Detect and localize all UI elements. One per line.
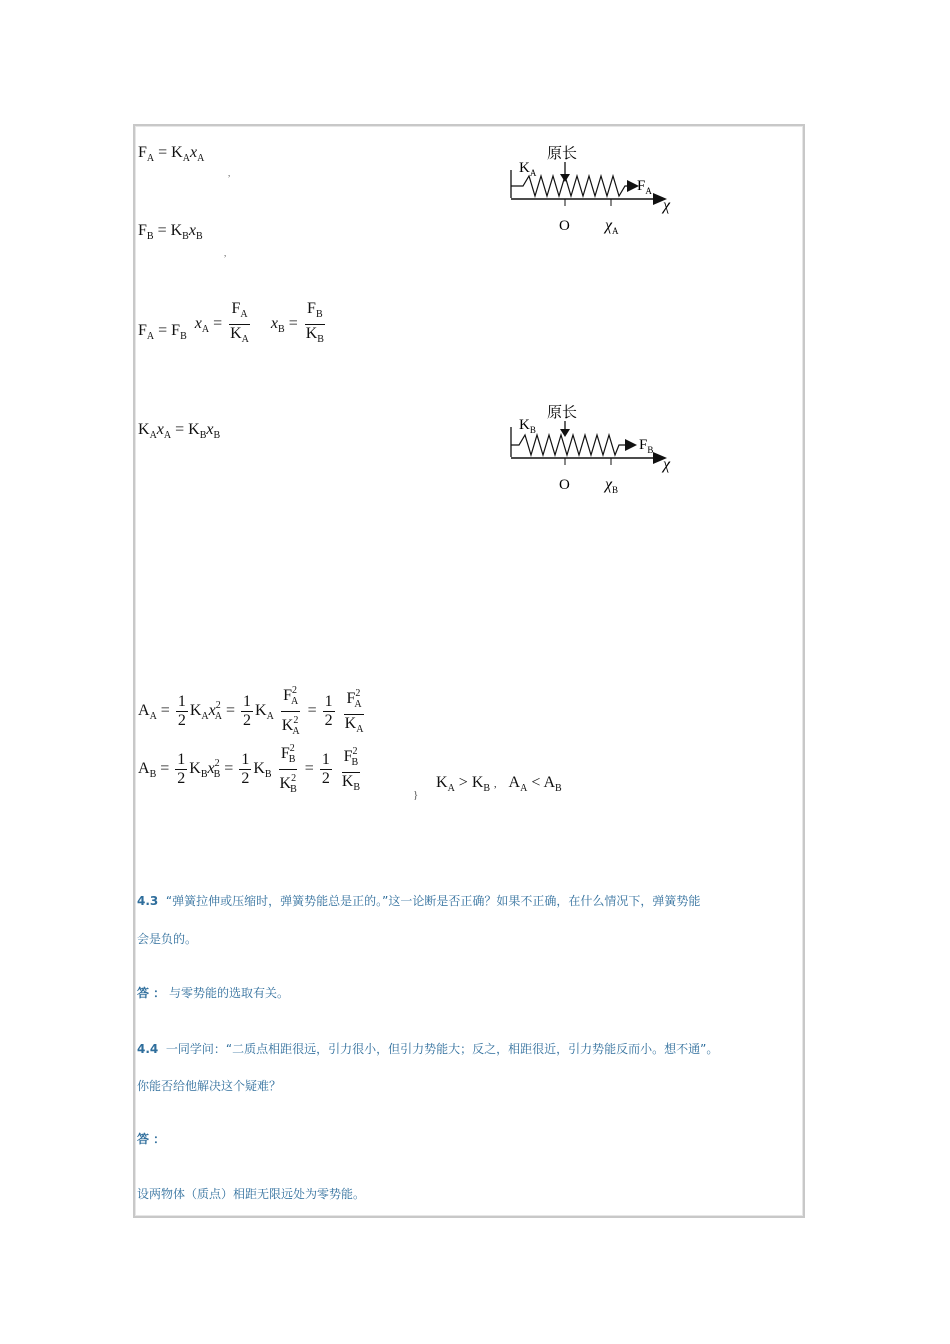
spring-coil: [511, 176, 633, 196]
question-4-4-line1: 4.4 一同学问：“二质点相距很远，引力很小，但引力势能大；反之，相距很近，引力势能反而小。想不通”。: [137, 1042, 719, 1056]
question-4-3-line1: 4.3 “弹簧拉伸或压缩时，弹簧势能总是正的。”这一论断是否正确？如果不正确，在什么情况下，弹簧势能: [137, 894, 701, 908]
displacement-label: $\chi_B$: [605, 476, 619, 495]
equation-fa-def: $F_A = K_Ax_A$: [138, 144, 205, 164]
spring-coil: [511, 435, 629, 455]
equation-equal-products: $K_Ax_A = K_Bx_B$: [138, 421, 221, 441]
origin-label: O: [559, 477, 570, 493]
spring-diagram-b: [505, 399, 685, 499]
equation-work-a: $A_A$ = $\frac{1}{2}$ $K_Ax^2_A$ = $\frac{1}{2}$ $K_A$ $\frac{F^2_A}{K^2_A}$ = $\frac{1}{2}$ $\frac{F^2_A}{K_A}$: [138, 682, 367, 741]
natural-length-label: 原长: [547, 146, 578, 162]
axis-label: χ: [663, 197, 671, 214]
force-label: $F_A$: [637, 178, 652, 196]
spring-constant-label: $K_A$: [519, 160, 537, 178]
natural-length-label: 原长: [547, 405, 578, 421]
question-4-3-line2: 会是负的。: [137, 932, 198, 946]
force-label: $F_B$: [639, 437, 654, 455]
answer-4-4-text: 设两物体（质点）相距无限远处为零势能。: [137, 1187, 366, 1201]
equation-fb-def: $F_B = K_Bx_B$: [138, 222, 203, 242]
displacement-label: $\chi_A$: [605, 217, 619, 236]
comma-mark: ,: [228, 168, 231, 178]
comma-mark: ,: [224, 248, 227, 258]
spring-constant-label: $K_B$: [519, 417, 536, 435]
axis-label: χ: [663, 456, 671, 473]
equation-equal-forces: $F_A = F_B$ $x_A$ = $\frac{F_A}{K_A}$ $x_B$ = $\frac{F_B}{K_B}$: [138, 300, 324, 345]
brace-mark: }: [413, 789, 419, 801]
answer-4-4-label: 答 ：: [137, 1132, 166, 1146]
force-arrow-icon: [625, 439, 637, 451]
equation-work-b: $A_B$ = $\frac{1}{2}$ $K_Bx^2_B$ = $\frac{1}{2}$ $K_B$ $\frac{F^2_B}{K^2_B}$ = $\frac{1}{2}$ $\frac{F^2_B}{K_B}$: [138, 740, 364, 799]
origin-label: O: [559, 218, 570, 234]
question-4-4-line2: 你能否给他解决这个疑难？: [137, 1079, 282, 1093]
equation-conclusion: $K_A > K_B$ , $A_A < A_B$: [436, 774, 562, 794]
spring-diagram-a: [505, 140, 685, 240]
answer-4-3: 答 ： 与零势能的选取有关。: [137, 986, 290, 1000]
